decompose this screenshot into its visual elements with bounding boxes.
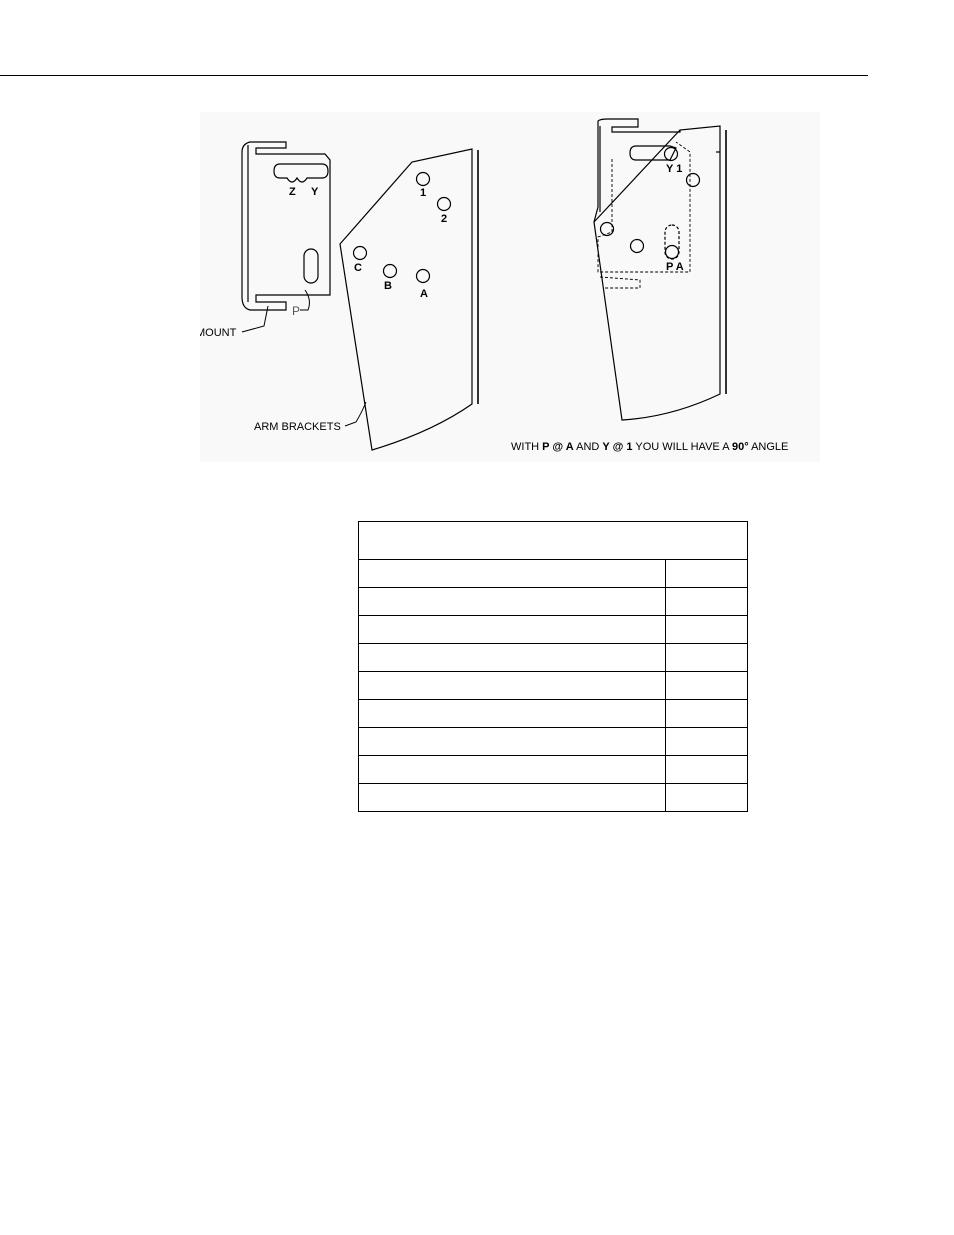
- table-cell: [359, 560, 666, 587]
- label-hole-1: 1: [420, 187, 427, 199]
- table-row: [359, 616, 747, 644]
- label-hole-c: C: [354, 262, 362, 274]
- table-row: [359, 644, 747, 672]
- table-row: [359, 784, 747, 811]
- mount-drawing: [242, 142, 330, 332]
- table-row: [359, 756, 747, 784]
- table-row: [359, 672, 747, 700]
- label-pa: P A: [666, 261, 684, 273]
- table-cell: [359, 588, 666, 615]
- table-row: [359, 728, 747, 756]
- parts-table: [358, 521, 748, 812]
- table-cell: [666, 756, 747, 783]
- label-y1: Y 1: [666, 163, 683, 175]
- label-arm-brackets: ARM BRACKETS: [254, 421, 341, 433]
- label-mount: MOUNT: [200, 327, 237, 339]
- table-cell: [666, 784, 747, 811]
- table-cell: [666, 700, 747, 727]
- label-hole-2: 2: [441, 213, 448, 225]
- label-hole-b: B: [384, 280, 392, 292]
- table-cell: [666, 588, 747, 615]
- table-cell: [359, 784, 666, 811]
- table-cell: [359, 616, 666, 643]
- bracket-diagram: [200, 112, 820, 462]
- table-row: [359, 588, 747, 616]
- table-cell: [359, 672, 666, 699]
- label-y: Y: [311, 186, 319, 198]
- table-cell: [666, 644, 747, 671]
- label-hole-a: A: [420, 288, 428, 300]
- table-cell: [666, 560, 747, 587]
- table-cell: [666, 672, 747, 699]
- header-rule: [0, 75, 868, 76]
- table-header: [359, 522, 747, 560]
- table-cell: [359, 700, 666, 727]
- label-z: Z: [289, 186, 296, 198]
- label-p: P: [292, 304, 301, 318]
- bracket-figure: [200, 112, 820, 462]
- table-cell: [359, 756, 666, 783]
- table-cell: [359, 728, 666, 755]
- table-row: [359, 700, 747, 728]
- table-cell: [666, 728, 747, 755]
- table-row: [359, 560, 747, 588]
- table-cell: [359, 644, 666, 671]
- assembled-drawing: [594, 119, 726, 420]
- figure-caption: WITH P @ A AND Y @ 1 YOU WILL HAVE A 90° ANGLE: [511, 441, 789, 453]
- arm-bracket-drawing: [340, 149, 478, 450]
- table-cell: [666, 616, 747, 643]
